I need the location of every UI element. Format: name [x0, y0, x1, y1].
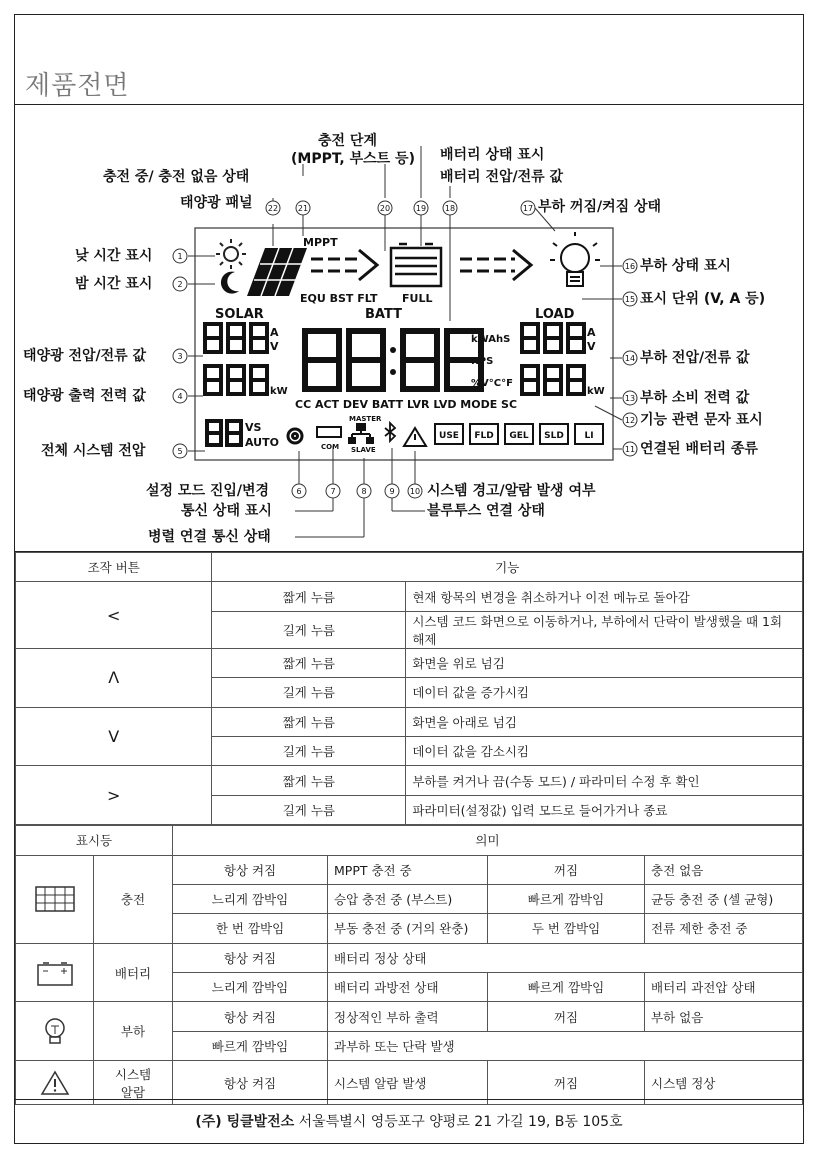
moon-icon	[221, 272, 239, 294]
callout-num-10: 10	[409, 487, 421, 496]
state: 느리게 깜박임	[173, 973, 328, 1002]
button-up: Λ	[16, 648, 212, 707]
callout-setup-mode: 설정 모드 진입/변경	[146, 483, 270, 499]
press-type: 짧게 누름	[212, 766, 406, 795]
state: 항상 켜짐	[173, 1061, 328, 1105]
meaning: 부동 충전 중 (거의 완충)	[328, 914, 488, 943]
callout-parallel-comm: 병렬 연결 통신 상태	[148, 529, 271, 545]
state: 항상 켜짐	[173, 855, 328, 884]
alarm-name-line1: 시스템	[114, 1066, 152, 1082]
warning-icon	[404, 428, 426, 446]
lcd-unit-pct: %V°C°F	[471, 378, 513, 389]
lcd-master: MASTER	[349, 415, 382, 423]
callout-load-va: 부하 전압/전류 값	[640, 350, 750, 366]
system-voltage-digits	[207, 421, 241, 445]
meaning: 배터리 과전압 상태	[645, 973, 803, 1002]
press-type: 길게 누름	[212, 736, 406, 765]
solar-va-digits	[205, 324, 267, 352]
state: 한 번 깜박임	[173, 914, 328, 943]
charge-indicator-name: 충전	[94, 855, 173, 943]
press-desc: 시스템 코드 화면으로 이동하거나, 부하에서 단락이 발생했을 때 1회 해제	[406, 611, 803, 648]
footer-company: (주) 팅클발전소	[195, 1114, 295, 1130]
press-type: 길게 누름	[212, 611, 406, 648]
press-type: 짧게 누름	[212, 582, 406, 611]
battery-type-boxes	[435, 424, 603, 444]
network-icon	[349, 424, 373, 443]
lcd-unit-kps: KPS	[471, 356, 494, 367]
solar-grid-icon	[35, 886, 75, 912]
meaning: 충전 없음	[645, 855, 803, 884]
callout-comm-status: 통신 상태 표시	[181, 503, 272, 519]
button-right: >	[16, 766, 212, 825]
lcd-diagram	[15, 106, 803, 551]
alarm-name-line2: 알람	[120, 1084, 146, 1100]
meaning: 균등 충전 중 (셀 균형)	[645, 884, 803, 913]
press-type: 짧게 누름	[212, 648, 406, 677]
state: 꺼짐	[488, 1061, 645, 1105]
callout-num-7: 7	[330, 487, 336, 496]
callout-num-6: 6	[296, 487, 302, 496]
lcd-slave: SLAVE	[351, 446, 376, 454]
callout-num-21: 21	[297, 204, 309, 213]
bat-type-sld: SLD	[544, 431, 564, 441]
callout-num-2: 2	[177, 280, 183, 289]
lcd-unit-a-solar: A	[270, 326, 279, 339]
callout-num-19: 19	[415, 204, 427, 213]
lcd-modes: CC ACT DEV BATT LVR LVD MODE SC	[295, 398, 518, 411]
callout-solar-va: 태양광 전압/전류 값	[23, 348, 147, 364]
charge-indicator-icon-cell	[16, 855, 94, 943]
callout-num-14: 14	[624, 354, 636, 363]
load-arrow-icon	[460, 250, 531, 280]
lcd-solar: SOLAR	[215, 307, 264, 322]
callout-load-power: 부하 소비 전력 값	[640, 390, 750, 406]
callout-num-15: 15	[624, 295, 636, 304]
callout-num-5: 5	[177, 447, 183, 456]
load-indicator-icon-cell	[16, 1002, 94, 1061]
lcd-unit-v-load: V	[587, 340, 596, 353]
meaning: 부하 없음	[645, 1002, 803, 1031]
sun-icon	[216, 239, 246, 269]
warning-small-icon	[39, 1069, 71, 1097]
title-bar	[15, 15, 803, 105]
state: 빠르게 깜박임	[488, 973, 645, 1002]
meaning: 시스템 알람 발생	[328, 1061, 488, 1105]
press-type: 길게 누름	[212, 678, 406, 707]
callout-charging-state: 충전 중/ 충전 없음 상태	[103, 169, 250, 185]
meaning: 배터리 정상 상태	[328, 943, 803, 972]
indicator-col1-header: 표시등	[16, 826, 173, 855]
callout-charge-stage-sub: (MPPT, 부스트 등)	[291, 151, 415, 167]
buttons-col2-header: 기능	[212, 553, 803, 582]
press-type: 짧게 누름	[212, 707, 406, 736]
footer	[15, 1099, 803, 1143]
state: 항상 켜짐	[173, 943, 328, 972]
callout-alarm: 시스템 경고/알람 발생 여부	[427, 483, 596, 499]
callout-num-20: 20	[379, 204, 391, 213]
press-desc: 현재 항목의 변경을 취소하거나 이전 메뉴로 돌아감	[406, 582, 803, 611]
solar-panel-icon	[247, 248, 307, 296]
callout-battery-status: 배터리 상태 표시	[440, 147, 545, 163]
callout-num-1: 1	[177, 252, 183, 261]
callout-func-text: 기능 관련 문자 표시	[640, 412, 763, 428]
state: 꺼짐	[488, 1002, 645, 1031]
lcd-vs: VS	[245, 421, 262, 434]
bulb-icon	[550, 232, 600, 286]
callout-num-16: 16	[624, 262, 636, 271]
lcd-batt: BATT	[365, 307, 402, 322]
buttons-table	[15, 552, 803, 825]
bat-type-use: USE	[439, 431, 459, 441]
meaning: MPPT 충전 중	[328, 855, 488, 884]
batt-big-digits	[305, 331, 481, 389]
lcd-full: FULL	[402, 292, 433, 305]
footer-address: 서울특별시 영등포구 양평로 21 가길 19, B동 105호	[298, 1114, 623, 1130]
press-desc: 데이터 값을 증가시킴	[406, 678, 803, 707]
callout-battery-type: 연결된 배터리 종류	[640, 441, 758, 457]
lcd-auto: AUTO	[245, 436, 279, 449]
state: 두 번 깜박임	[488, 914, 645, 943]
meaning: 시스템 정상	[645, 1061, 803, 1105]
callout-load-status: 부하 상태 표시	[640, 258, 731, 274]
bat-type-li: LI	[584, 431, 594, 441]
bat-type-fld: FLD	[474, 431, 494, 441]
meaning: 승압 충전 중 (부스트)	[328, 884, 488, 913]
state: 빠르게 깜박임	[488, 884, 645, 913]
callout-solar-power: 태양광 출력 전력 값	[23, 388, 146, 404]
state: 느리게 깜박임	[173, 884, 328, 913]
meaning: 정상적인 부하 출력	[328, 1002, 488, 1031]
press-desc: 화면을 위로 넘김	[406, 648, 803, 677]
callout-battery-va: 배터리 전압/전류 값	[440, 169, 564, 185]
callout-load-onoff: 부하 꺼짐/켜짐 상태	[538, 199, 662, 215]
lcd-unit-kwahs: kWAhS	[471, 334, 511, 345]
document-frame	[14, 14, 804, 1144]
meaning: 전류 제한 충전 중	[645, 914, 803, 943]
callout-num-18: 18	[444, 204, 456, 213]
charge-arrow-icon	[311, 250, 377, 280]
solar-power-digits	[205, 366, 267, 394]
lcd-mppt: MPPT	[303, 236, 338, 249]
battery-indicator-name: 배터리	[94, 943, 173, 1002]
lcd-stages: EQU BST FLT	[300, 292, 378, 305]
buttons-col1-header: 조작 버튼	[16, 553, 212, 582]
callout-num-9: 9	[389, 487, 395, 496]
button-left: <	[16, 582, 212, 648]
press-type: 길게 누름	[212, 795, 406, 824]
meaning: 과부하 또는 단락 발생	[328, 1031, 803, 1060]
lcd-unit-kw-load: kW	[587, 386, 605, 397]
callout-sys-voltage: 전체 시스템 전압	[41, 443, 146, 459]
load-indicator-name: 부하	[94, 1002, 173, 1061]
lcd-com: COM	[321, 443, 340, 451]
callout-num-11: 11	[624, 445, 636, 454]
callout-num-17: 17	[522, 204, 534, 213]
indicator-table	[15, 825, 803, 1105]
lcd-unit-kw-solar: kW	[270, 386, 288, 397]
indicator-col2-header: 의미	[173, 826, 803, 855]
callout-unit: 표시 단위 (V, A 등)	[640, 291, 766, 307]
bulb-small-icon	[40, 1016, 70, 1046]
callout-night: 밤 시간 표시	[75, 276, 153, 292]
callout-num-4: 4	[177, 392, 183, 401]
callout-bluetooth: 블루투스 연결 상태	[427, 503, 545, 519]
press-desc: 파라미터(설정값) 입력 모드로 들어가거나 종료	[406, 795, 803, 824]
battery-indicator-icon-cell	[16, 943, 94, 1002]
state: 항상 켜짐	[173, 1002, 328, 1031]
button-down: V	[16, 707, 212, 766]
bluetooth-icon	[385, 423, 395, 441]
state: 빠르게 깜박임	[173, 1031, 328, 1060]
meaning: 배터리 과방전 상태	[328, 973, 488, 1002]
callout-num-13: 13	[624, 394, 636, 403]
press-desc: 부하를 켜거나 끔(수동 모드) / 파라미터 수정 후 확인	[406, 766, 803, 795]
load-va-digits	[522, 324, 584, 352]
callout-charge-stage: 충전 단계	[318, 133, 377, 149]
callout-num-3: 3	[177, 352, 183, 361]
bat-type-gel: GEL	[509, 431, 529, 441]
page-title: 제품전면	[25, 71, 130, 101]
com-port-icon	[317, 427, 341, 437]
lcd-load: LOAD	[535, 307, 575, 322]
lcd-unit-a-load: A	[587, 326, 596, 339]
press-desc: 데이터 값을 감소시킴	[406, 736, 803, 765]
press-desc: 화면을 아래로 넘김	[406, 707, 803, 736]
callout-num-12: 12	[624, 416, 636, 425]
lcd-unit-v-solar: V	[270, 340, 279, 353]
state: 꺼짐	[488, 855, 645, 884]
battery-small-icon	[35, 960, 75, 986]
info-tables	[15, 551, 803, 1105]
gear-icon	[288, 429, 302, 443]
callout-solar-panel: 태양광 패널	[180, 195, 253, 211]
battery-icon	[391, 244, 441, 286]
callout-num-8: 8	[361, 487, 367, 496]
callout-day: 낮 시간 표시	[75, 248, 153, 264]
callout-num-22: 22	[267, 204, 279, 213]
load-power-digits	[522, 366, 584, 394]
